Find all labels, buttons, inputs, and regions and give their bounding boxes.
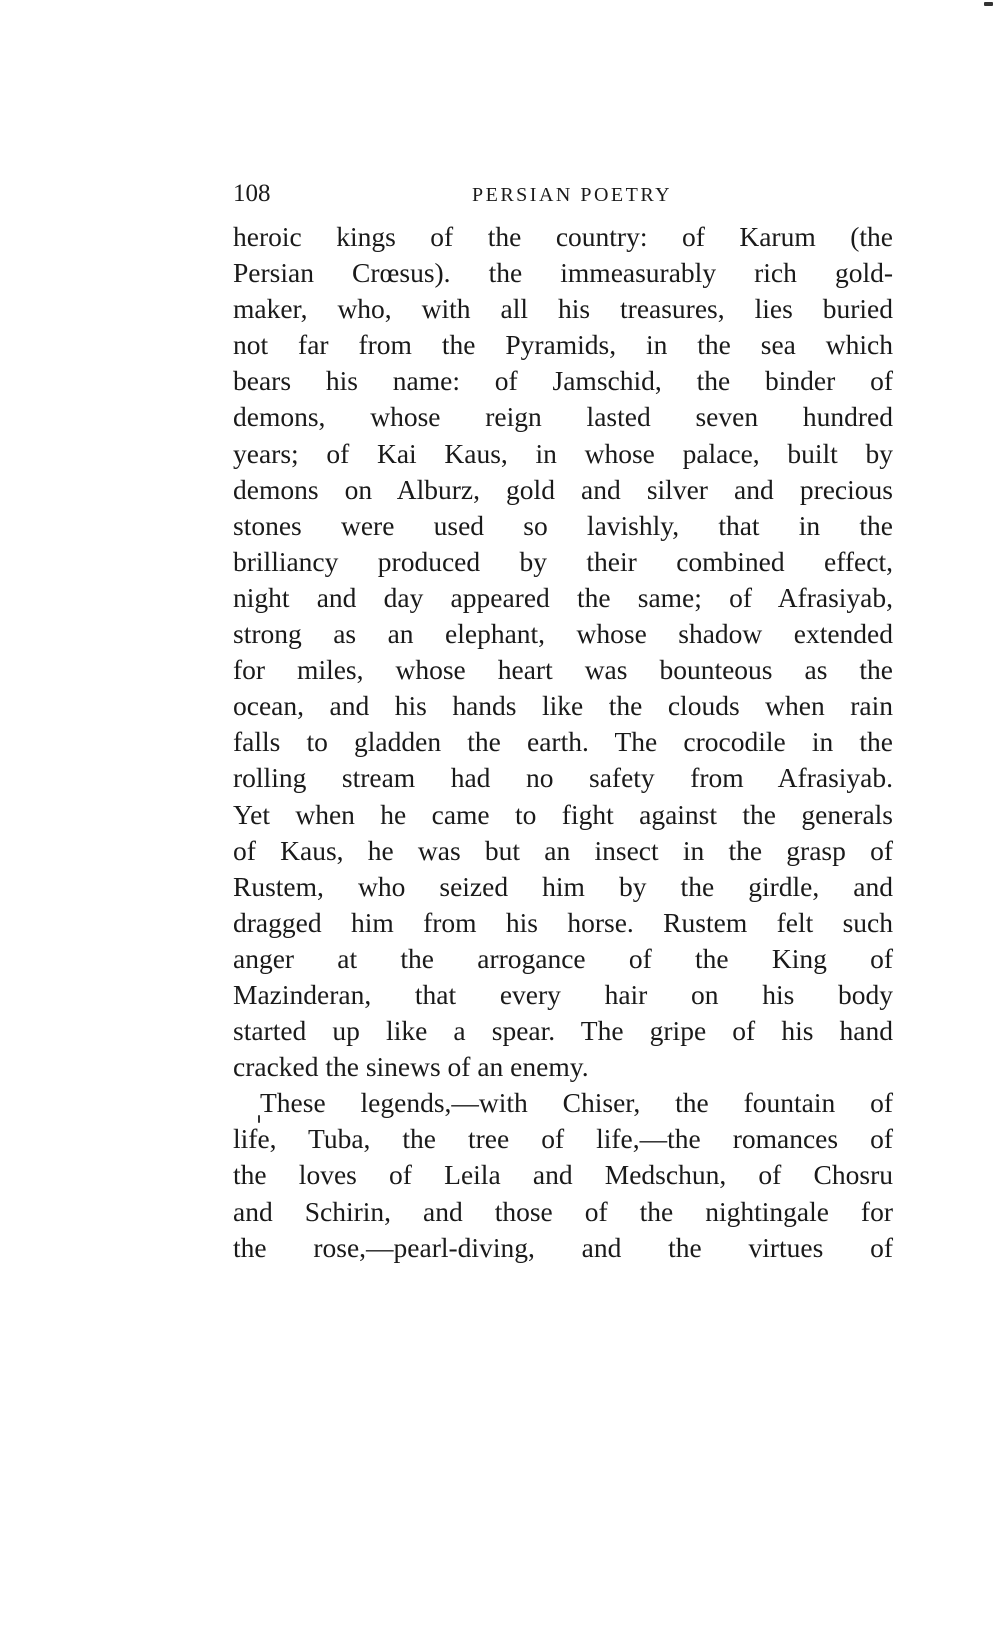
text-line: for miles, whose heart was bounteous as the xyxy=(233,654,893,686)
text-line: demons, whose reign lasted seven hundred xyxy=(233,401,893,433)
text-line: dragged him from his horse. Rustem felt such xyxy=(233,906,893,938)
text-line: night and day appeared the same; of Afrasiyab, xyxy=(233,581,893,613)
text-line: Rustem, who seized him by the girdle, and xyxy=(233,870,893,902)
text-line: cracked the sinews of an enemy. xyxy=(233,1051,589,1083)
text-line: heroic kings of the country: of Karum (the xyxy=(233,221,893,252)
text-line: brilliancy produced by their combined effect, xyxy=(233,545,893,577)
text-line: the rose,—pearl-diving, and the virtues of xyxy=(233,1231,893,1263)
text-line: strong as an elephant, whose shadow extended xyxy=(233,618,893,650)
scan-speck xyxy=(258,1115,260,1123)
text-line: falls to gladden the earth. The crocodile in the xyxy=(233,726,893,758)
text-line: These legends,—with Chiser, the fountain of xyxy=(260,1087,893,1119)
text-line: not far from the Pyramids, in the sea which xyxy=(233,329,893,361)
body-text xyxy=(233,219,893,1266)
page-header xyxy=(233,178,893,210)
page-number: 108 xyxy=(233,180,271,207)
text-line: and Schirin, and those of the nightingale for xyxy=(233,1195,893,1227)
text-line: bears his name: of Jamschid, the binder of xyxy=(233,365,893,397)
text-line: stones were used so lavishly, that in the xyxy=(233,509,893,541)
scan-speck xyxy=(984,2,993,6)
text-line: the loves of Leila and Medschun, of Chosru xyxy=(233,1159,893,1191)
text-line: Mazinderan, that every hair on his body xyxy=(233,978,893,1010)
paragraph-2 xyxy=(233,1085,893,1265)
text-line: Persian Crœsus). the immeasurably rich gold- xyxy=(233,257,893,289)
text-line: maker, who, with all his treasures, lies buried xyxy=(233,293,893,325)
running-title: PERSIAN POETRY xyxy=(471,184,673,206)
text-line: ocean, and his hands like the clouds when rain xyxy=(233,690,893,722)
text-line: anger at the arrogance of the King of xyxy=(233,942,893,974)
text-line: life, Tuba, the tree of life,—the romances of xyxy=(233,1123,893,1155)
paragraph-1 xyxy=(233,219,893,1085)
text-line: started up like a spear. The gripe of his hand xyxy=(233,1015,893,1047)
text-line: years; of Kai Kaus, in whose palace, built by xyxy=(233,437,893,469)
text-line: rolling stream had no safety from Afrasiyab. xyxy=(233,762,893,794)
text-line: of Kaus, he was but an insect in the grasp of xyxy=(233,834,893,866)
text-line: Yet when he came to fight against the generals xyxy=(233,798,893,830)
text-line: demons on Alburz, gold and silver and precious xyxy=(233,473,893,505)
